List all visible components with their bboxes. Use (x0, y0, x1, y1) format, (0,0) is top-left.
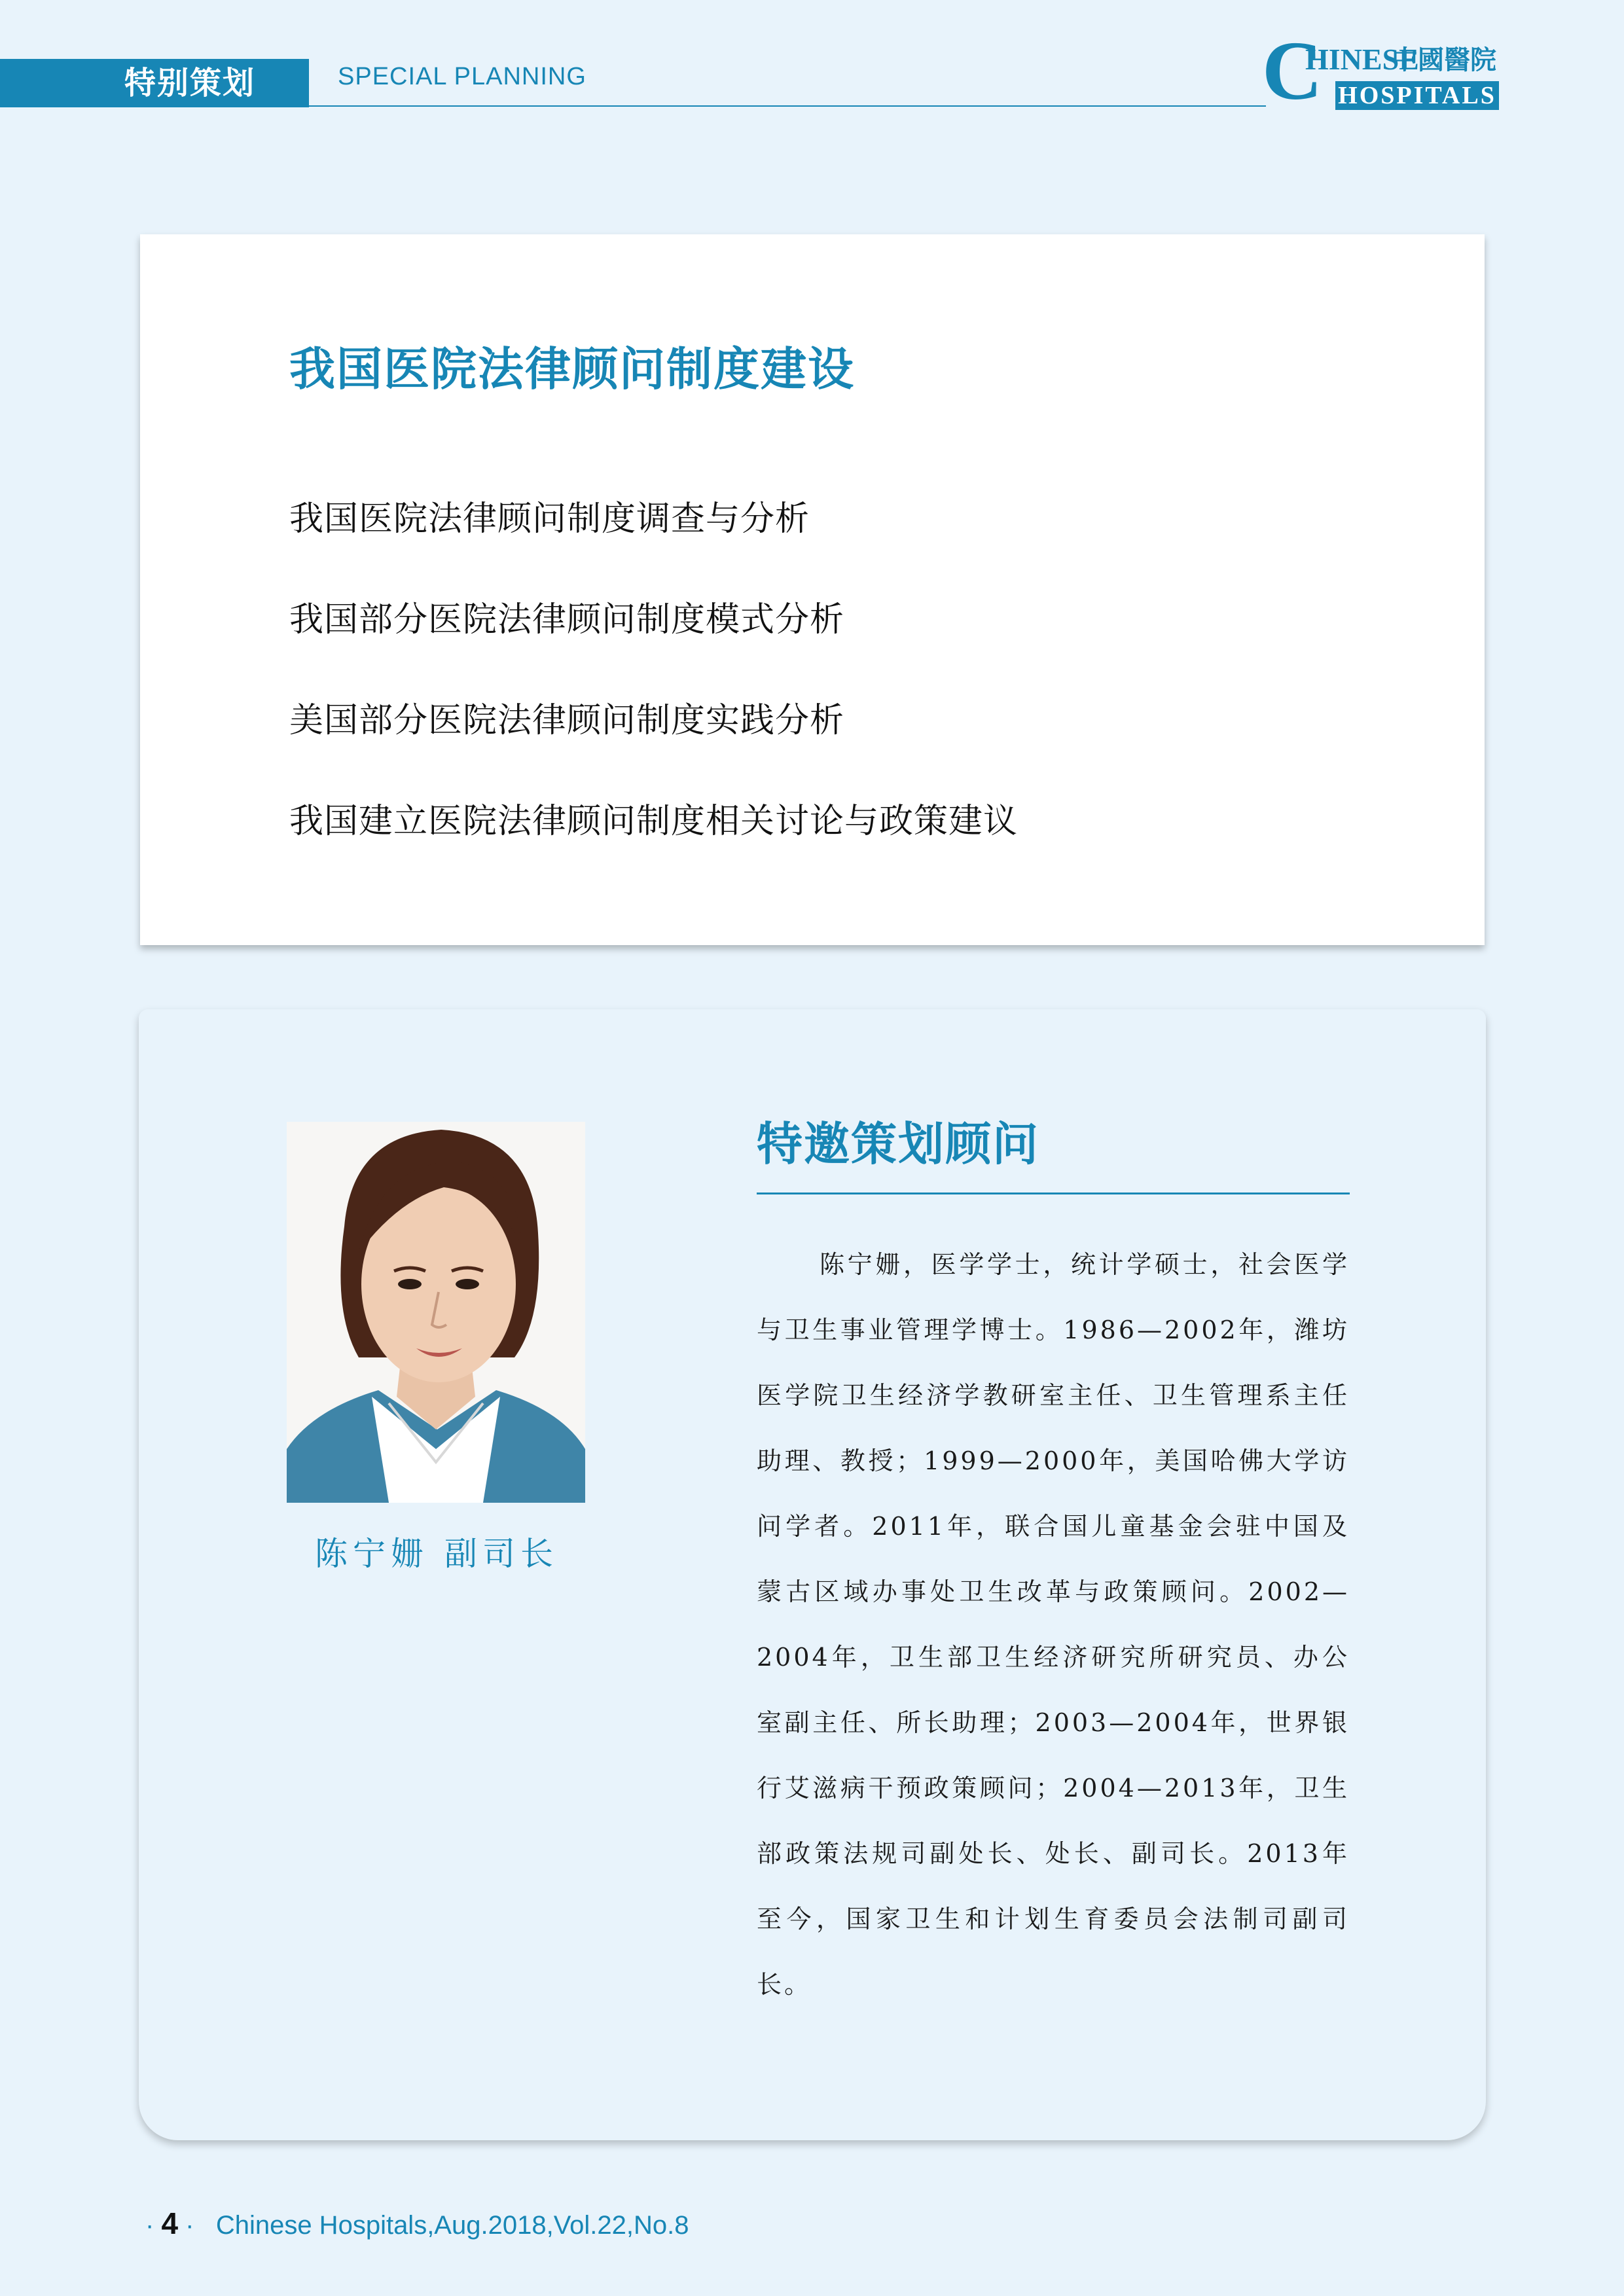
logo-chinese-name: 中國醫院 (1392, 45, 1496, 75)
advisor-title-rule (757, 1193, 1350, 1194)
logo-big-letter: C (1262, 24, 1323, 117)
header-rule (309, 105, 1266, 107)
logo-hospitals: HOSPITALS (1335, 81, 1499, 110)
advisor-bio: 陈宁姗，医学学士，统计学硕士，社会医学与卫生事业管理学博士。1986—2002年，潍坊医学院卫生经济学教研室主任、卫生管理系主任助理、教授；1999—2000年，美国哈佛大学访问学者。2011年，联合国儿童基金会驻中国及蒙古区域办事处卫生改革与政策顾问。2002—2004年，卫生部卫生经济研究所研究员、办公室副主任、所长助理；2003—2004年，世界银行艾滋病干预政策顾问；2004—2013年，卫生部政策法规司副处长、处长、副司长。2013年至今，国家卫生和计划生育委员会法制司副司长。 (757, 1250, 1350, 1999)
page-number: 4 (161, 2206, 179, 2240)
advisor-title: 特邀策划顾问 (757, 1117, 1039, 1171)
advisor-photo (287, 1122, 585, 1503)
topics-title: 我国医院法律顾问制度建设 (289, 342, 855, 396)
logo-small-letters: HINESE (1305, 43, 1419, 76)
section-title-cn: 特别策划 (124, 65, 256, 101)
journal-logo (1262, 24, 1504, 117)
advisor-card (139, 1009, 1486, 2140)
page-number-dot: · (145, 2211, 162, 2240)
page-number-dot: · (178, 2211, 194, 2240)
topics-card (140, 234, 1485, 945)
journal-citation: Chinese Hospitals,Aug.2018,Vol.22,No.8 (215, 2211, 689, 2240)
section-title-en: SPECIAL PLANNING (338, 63, 586, 90)
section-tab (0, 59, 309, 107)
topic-item: 我国医院法律顾问制度调查与分析 (289, 499, 810, 539)
topic-item: 我国建立医院法律顾问制度相关讨论与政策建议 (289, 802, 1019, 841)
page-footer (145, 2206, 689, 2241)
topic-item: 美国部分医院法律顾问制度实践分析 (289, 701, 845, 740)
portrait-illustration (287, 1122, 585, 1503)
topic-item: 我国部分医院法律顾问制度模式分析 (289, 600, 845, 639)
advisor-caption: 陈宁姗 副司长 (315, 1535, 558, 1573)
